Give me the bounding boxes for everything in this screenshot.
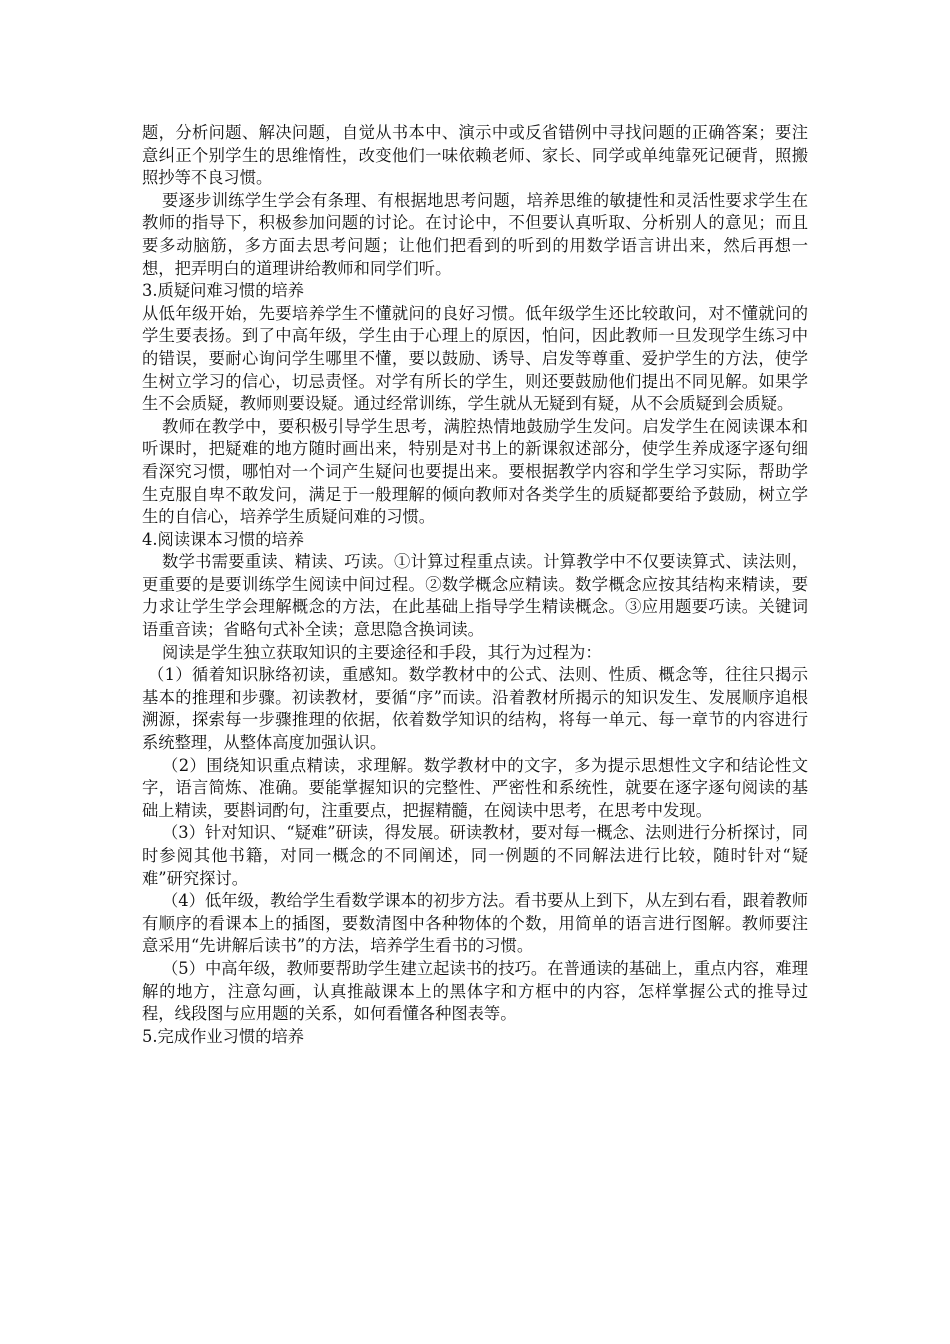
document-page xyxy=(142,122,808,1048)
list-item-initial-reading: （1）循着知识脉络初读，重感知。数学教材中的公式、法则、性质、概念等，往往只揭示基本的推理和步骤。初读教材，要循“序”而读。沿着教材所揭示的知识发生、发展顺序追根溯源，探索每一步骤推理的依据，依着数学知识的结构，将每一单元、每一章节的内容进行系统整理，从整体高度加强认识。 xyxy=(142,665,808,753)
heading-homework-habits: 5.完成作业习惯的培养 xyxy=(142,1026,305,1046)
heading-reading-habits: 4.阅读课本习惯的培养 xyxy=(142,529,305,549)
paragraph-reading-process: 阅读是学生独立获取知识的主要途径和手段，其行为过程为： xyxy=(162,642,602,662)
paragraph-thinking-habits-end: 题，分析问题、解决问题，自觉从书本中、演示中或反省错例中寻找问题的正确答案；要注意纠正个别学生的思维惰性，改变他们一味依赖老师、家长、同学或单纯靠死记硬背，照搬照抄等不良习惯。 xyxy=(142,123,808,188)
heading-questioning-habits: 3.质疑问难习惯的培养 xyxy=(142,281,305,301)
paragraph-discussion: 要逐步训练学生学会有条理、有根据地思考问题，培养思维的敏捷性和灵活性要求学生在教师的指导下，积极参加问题的讨论。在讨论中，不但要认真听取、分析别人的意见；而且要多动脑筋，多方面去思考问题；让他们把看到的听到的用数学语言讲出来，然后再想一想，把弄明白的道理讲给教师和同学们听。 xyxy=(142,190,808,278)
list-item-low-grade-reading: （4）低年级，教给学生看数学课本的初步方法。看书要从上到下，从左到右看，跟着教师有顺序的看课本上的插图，要数清图中各种物体的个数，用简单的语言进行图解。教师要注意采用“先讲解后读书”的方法，培养学生看书的习惯。 xyxy=(142,891,808,956)
paragraph-questioning-low-grade: 从低年级开始，先要培养学生不懂就问的良好习惯。低年级学生还比较敢问，对不懂就问的学生要表扬。到了中高年级，学生由于心理上的原因，怕问，因此教师一旦发现学生练习中的错误，要耐心询问学生哪里不懂，要以鼓励、诱导、启发等尊重、爱护学生的方法，使学生树立学习的信心，切忌责怪。对学有所长的学生，则还要鼓励他们提出不同见解。如果学生不会质疑，教师则要设疑。通过经常训练，学生就从无疑到有疑，从不会质疑到会质疑。 xyxy=(142,303,808,414)
list-item-intensive-reading: （2）围绕知识重点精读，求理解。数学教材中的文字，多为提示思想性文字和结论性文字，语言简炼、准确。要能掌握知识的完整性、严密性和系统性，就要在逐字逐句阅读的基础上精读，要斟词酌句，注重要点，把握精髓，在阅读中思考，在思考中发现。 xyxy=(142,755,808,820)
list-item-research-reading: （3）针对知识、“疑难”研读，得发展。研读教材，要对每一概念、法则进行分析探讨，同时参阅其他书籍，对同一概念的不同阐述，同一例题的不同解法进行比较，随时针对“疑难”研究探讨。 xyxy=(142,823,808,888)
paragraph-reading-methods: 数学书需要重读、精读、巧读。①计算过程重点读。计算教学中不仅要读算式、读法则，更重要的是要训练学生阅读中间过程。②数学概念应精读。数学概念应按其结构来精读，要力求让学生学会理解概念的方法，在此基础上指导学生精读概念。③应用题要巧读。关键词语重音读；省略句式补全读；意思隐含换词读。 xyxy=(142,552,808,640)
list-item-high-grade-reading: （5）中高年级，教师要帮助学生建立起读书的技巧。在普通读的基础上，重点内容，难理解的地方，注意勾画，认真推敲课本上的黑体字和方框中的内容，怎样掌握公式的推导过程，线段图与应用题的关系，如何看懂各种图表等。 xyxy=(142,958,808,1024)
paragraph-questioning-teacher: 教师在教学中，要积极引导学生思考，满腔热情地鼓励学生发问。启发学生在阅读课本和听课时，把疑难的地方随时画出来，特别是对书上的新课叙述部分，使学生养成逐字逐句细看深究习惯，哪怕对一个词产生疑问也要提出来。要根据教学内容和学生学习实际，帮助学生克服自卑不敢发问，满足于一般理解的倾向教师对各类学生的质疑都要给予鼓励，树立学生的自信心，培养学生质疑问难的习惯。 xyxy=(142,416,808,527)
